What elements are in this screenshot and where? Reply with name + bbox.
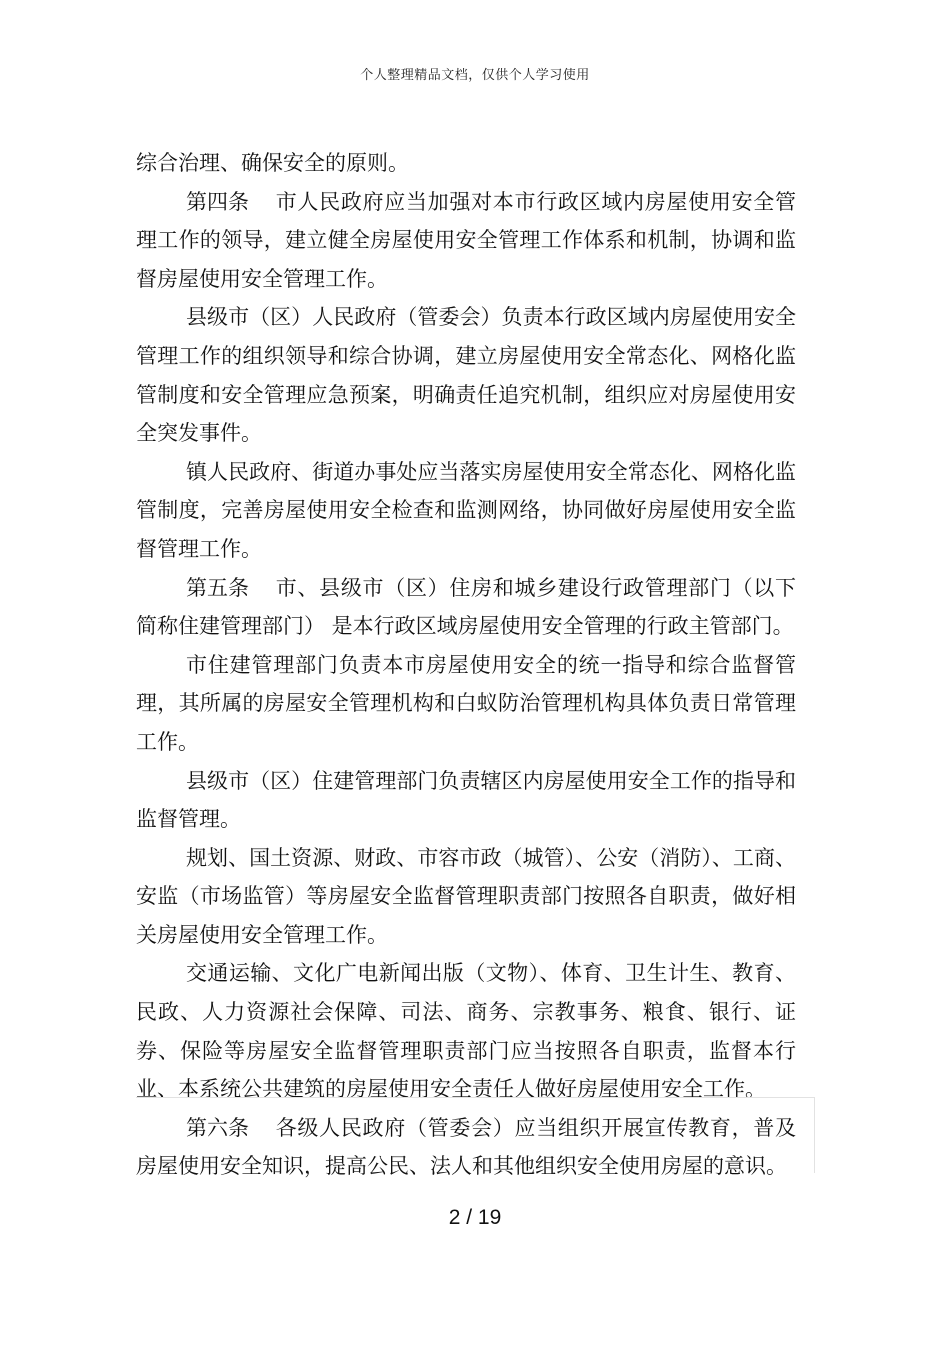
page-header: 个人整理精品文档，仅供个人学习使用 bbox=[360, 68, 590, 83]
article-4-clause-2 bbox=[136, 298, 796, 452]
article-4 bbox=[136, 183, 796, 299]
document-body bbox=[136, 144, 796, 1186]
article-label: 第五条 bbox=[186, 575, 249, 600]
paragraph-text: 交通运输、文化广电新闻出版（文物）、体育、卫生计生、教育、民政、人力资源社会保障、司法、商务、宗教事务、粮食、银行、证券、保险等房屋安全监督管理职责部门应当按照各自职责，监督本行业、本系统公共建筑的房屋使用安全责任人做好房屋使用安全工作。 bbox=[136, 961, 796, 1102]
paragraph-text: 市住建管理部门负责本市房屋使用安全的统一指导和综合监督管理，其所属的房屋安全管理机构和白蚁防治管理机构具体负责日常管理工作。 bbox=[136, 652, 796, 754]
article-5-clause-3 bbox=[136, 762, 796, 839]
paragraph-continuation bbox=[136, 144, 796, 183]
paragraph-text: 综合治理、确保安全的原则。 bbox=[136, 151, 409, 175]
article-5-clause-2 bbox=[136, 646, 796, 762]
paragraph-text: 镇人民政府、街道办事处应当落实房屋使用安全常态化、网格化监管制度，完善房屋使用安全检查和监测网络，协同做好房屋使用安全监督管理工作。 bbox=[136, 459, 796, 561]
article-label: 第六条 bbox=[186, 1115, 249, 1140]
paragraph-text: 县级市（区）住建管理部门负责辖区内房屋使用安全工作的指导和监督管理。 bbox=[136, 768, 796, 832]
paragraph-text: 各级人民政府（管委会）应当组织开展宣传教育，普及房屋使用安全知识，提高公民、法人和其他组织安全使用房屋的意识。 bbox=[136, 1115, 796, 1179]
article-5 bbox=[136, 569, 796, 646]
page-number: 2 / 19 bbox=[448, 1206, 502, 1229]
selection-box-right-border bbox=[814, 1097, 815, 1173]
selection-box-top-border bbox=[136, 1097, 814, 1098]
article-5-clause-4 bbox=[136, 839, 796, 955]
article-5-clause-5 bbox=[136, 954, 796, 1108]
article-6 bbox=[136, 1109, 796, 1186]
article-4-clause-3 bbox=[136, 453, 796, 569]
paragraph-text: 规划、国土资源、财政、市容市政（城管）、公安（消防）、工商、安监（市场监管）等房屋安全监督管理职责部门按照各自职责，做好相关房屋使用安全管理工作。 bbox=[136, 845, 796, 947]
article-label: 第四条 bbox=[186, 189, 249, 214]
paragraph-text: 县级市（区）人民政府（管委会）负责本行政区域内房屋使用安全管理工作的组织领导和综合协调，建立房屋使用安全常态化、网格化监管制度和安全管理应急预案，明确责任追究机制，组织应对房屋使用安全突发事件。 bbox=[136, 305, 796, 446]
paragraph-text: 市、县级市（区）住房和城乡建设行政管理部门（以下简称住建管理部门） 是本行政区域房屋使用安全管理的行政主管部门。 bbox=[136, 575, 796, 639]
paragraph-text: 市人民政府应当加强对本市行政区域内房屋使用安全管理工作的领导，建立健全房屋使用安全管理工作体系和机制，协调和监督房屋使用安全管理工作。 bbox=[136, 189, 796, 291]
